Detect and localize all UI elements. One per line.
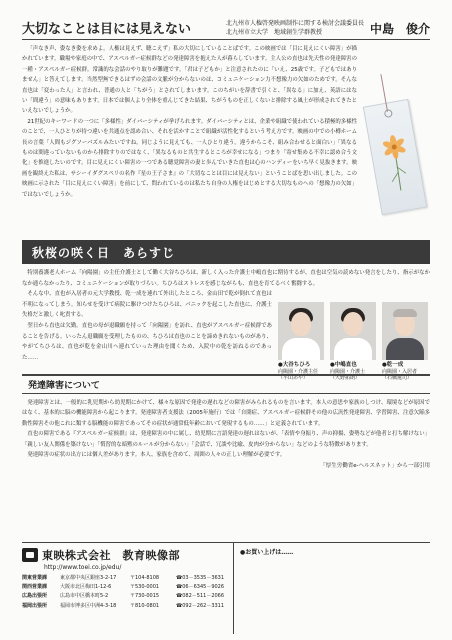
synopsis-header <box>22 240 430 264</box>
office-row <box>22 574 227 583</box>
synopsis-text <box>22 268 430 363</box>
essay-paragraph: 「声なき声、姿なき姿を求めよ。人権は見えず、聴こえず」私の大切にしていることばです。この映画では「目に見えにくい障害」が描かれています。職場や家庭の中で、アスペルガー症候群などの発達障害を抱えた人が暮らしています。主人公の直也は先天性の発達障害の一種・アスペルガー症候群。常識的な会話のやり取りが難題です。「君は子どもか」と注意されたのに「いえ、25歳です。子どもではありません」と答えてします。当然型無できるはずの会話の文脈が分からないのは、コミュニケーション力不想像力の欠如のためです。そんな直也は「変わった人」と言われ、普通の人と「ちがう」とされてしまいます。このちがいを辞書で引くと、「異なる」に加え、英語にはない「間違う」の意味もあります。日本では個人より全体を重んじてきた結果、ちがうものを正しくないと排除する風土が形成されてきたといえないでしょうか。 <box>22 46 357 115</box>
actor-name: （平山あや） <box>278 375 309 381</box>
office-name: 関西営業課 <box>22 584 48 591</box>
essay-title: 大切なことは目には見えない <box>22 22 192 37</box>
office-zip: 〒530-0001 <box>130 584 160 591</box>
disorder-paragraph: 直也の障害である『アスペルガー症候群』は、発達障害の中に属し、幼児期に言語発達の遅れはないが、「表情や身振り、声の抑揚、姿勢などが他者と打ち解けない」「親しい友人関係を築けない」「慣習的な暗黙のルールが分からない」「会話で、冗談や比喩、皮肉が分からない」などのような特徴があります。 <box>22 431 430 448</box>
essay-header <box>22 10 430 40</box>
author-affiliation <box>226 20 364 37</box>
synopsis-section <box>22 240 430 381</box>
synopsis-paragraph: 翌日から直也は欠勤。直也の母が退職願を持って「向陽園」を訪れ、直也がアスペルガー症候群であることを告げる。いったん退職願を受理したものの、ちひろは直也のことを諦めきれないものがあり、やがてちひろは、直也が乾を金山川へ連れていった理由を聞くため、入院中の乾を訪ねるのであった…… <box>22 322 272 361</box>
character-role: 向陽園・介護主任 <box>278 368 319 375</box>
disorder-paragraph: 発達障害の症状の出方には個人差があります。本人、家族を含めて、周囲の人々の正しい理解が必要です。 <box>27 452 286 459</box>
cast-card <box>382 302 428 382</box>
office-list <box>22 574 227 611</box>
office-name: 福岡出張所 <box>22 602 48 609</box>
character-name: ●大谷ちひろ <box>278 362 311 368</box>
actor-name: （石橋蓮司） <box>382 375 413 381</box>
disorder-section <box>22 374 430 469</box>
synopsis-title: 秋桜の咲く日 あらすじ <box>32 245 176 260</box>
actor-photo <box>278 302 324 360</box>
office-row <box>22 592 227 601</box>
office-zip: 〒730-0015 <box>130 593 160 600</box>
cast-card <box>330 302 376 382</box>
office-row <box>22 583 227 592</box>
office-tel: ☎092－262－3311 <box>176 602 225 609</box>
essay-paragraph: 21世紀のキーワードの一つに「多様性」ダイバーシティが挙げられます。ダイバーシティとは、企業や組織で使われている積極的多様性のことで、一人ひとりが持つ違いを共通点を認め合い、それを活かすことで組織が活性化するという考え方です。映画の中での小樽ホーム長の言葉「人間もジグソーパズルみたいですね。同じように見えても、一人ひとり違う。違うからこそ、組み合わせると面白い」「異なるものは間違っていないものから排除すりのではなく、「異なるものと共生するところが幸せになる」つまり「寄せ集める不幸に認め合う文化」を推進したいのです。目に見えにくい障害の一つである聴覚障害の妻と歩んでいきた直也は心のハンディーをいち早く見抜きます。映画を観終えた私は、サシーイダグスペリの名作『星の王子さま』の「大切なことは目には見えない」ということばを思い出しました。この映画に示された「目に見えにくい障害」を前にして、問われているのは私たち自身の人権をはじめとする大切なものへの「想像力の欠如」ではないでしょうか。 <box>22 118 357 198</box>
office-name: 広島出張所 <box>22 593 48 600</box>
office-zip: 〒810-0801 <box>130 602 160 609</box>
synopsis-paragraph: そんな中、直也が入居者の元大学教授、乾一成を連れて外出したところ、金山田で乾が倒れて直也は不明になってしまう。知らせを受けて病院に駆けつけたちひろは、パニックを起こした直也に、介護士失格だと激しく叱責する。 <box>22 291 272 319</box>
actor-name: （大野拓朗） <box>330 375 361 381</box>
office-address: 東京都中央区銀座3-2-17 <box>60 575 117 581</box>
bookmark-image <box>360 44 430 244</box>
character-name: ●中嶋直也 <box>330 362 357 368</box>
office-zip: 〒104-8108 <box>130 575 160 581</box>
affiliation-line-2: 北九州市立大学 地域創生学群教授 <box>225 28 322 36</box>
order-box <box>233 543 430 634</box>
essay-section <box>22 10 430 244</box>
order-label: ●お買い上げは…… <box>240 549 294 556</box>
office-tel: ☎06－6345－9026 <box>176 584 225 591</box>
footer <box>22 542 430 634</box>
disorder-text <box>22 398 430 460</box>
source-citation: 「厚生労働省e-ヘルスネット」から一部引用 <box>320 463 430 470</box>
office-name: 関東営業課 <box>22 575 48 581</box>
office-address: 大阪市北区梅田1-12-6 <box>60 584 112 591</box>
office-tel: ☎082－511－2066 <box>176 593 225 600</box>
company-name: 東映株式会社 教育映像部 <box>42 549 180 562</box>
synopsis-paragraph: 特別養護老人ホーム「向陽園」の主任介護士として働く大谷ちひろは、新しく入った介護士中嶋直也に期待するが、直也は空気の読めない発言をしたり、指示がなかなか通らなかったり、コミュニケーションが取りづらい。ちひろはストレスを感じながらも、直也を育てるべく奮闘する。 <box>22 270 430 287</box>
toei-logo-icon <box>22 548 38 562</box>
character-role: 向陽園・入居者 <box>382 368 418 375</box>
cast-photos <box>278 302 428 382</box>
office-row <box>22 602 227 611</box>
essay-author-block <box>226 20 430 37</box>
pressed-flower-bookmark <box>363 99 427 215</box>
disorder-header <box>22 374 430 394</box>
author-name: 中島 俊介 <box>369 22 430 36</box>
essay-text <box>22 44 357 244</box>
office-address: 広島市中区橋本町5-2 <box>60 593 109 600</box>
cosmos-flower-icon <box>379 131 415 195</box>
actor-photo <box>330 302 376 360</box>
company-block <box>22 543 227 634</box>
company-logo-row <box>22 547 227 563</box>
disorder-title: 発達障害について <box>28 381 100 391</box>
office-address: 福岡市博多区中洲4-3-18 <box>60 602 117 609</box>
affiliation-line-1: 北九州市人権啓発映画制作に関する検討会議委員長 <box>225 20 364 27</box>
actor-photo <box>382 302 428 360</box>
essay-body <box>22 44 430 244</box>
disorder-paragraph: 発達障害とは、一般的に乳児期から幼児期にかけて、様々な原因で発達の遅れなどの障害がみられるものを言います。本人の意思や家族のしつけ、環境などが原因ではなく、基本的に脳の機能障害から起こります。発達障害者支援法（2005年施行）では「自閉症、アスペルガー症候群その他の広汎性発達障害、学習障害、注意欠陥多動性障害その他これに類する脳機能の障害であってその症状が通常低年齢において発現するもの……」と定義されています。 <box>22 400 430 427</box>
office-tel: ☎03－3535－3631 <box>176 575 225 581</box>
company-url[interactable]: http://www.toei.co.jp/edu/ <box>44 564 122 571</box>
character-role: 向陽園・介護士 <box>330 368 366 375</box>
cast-card <box>278 302 324 382</box>
character-name: ●乾一成 <box>382 362 404 368</box>
